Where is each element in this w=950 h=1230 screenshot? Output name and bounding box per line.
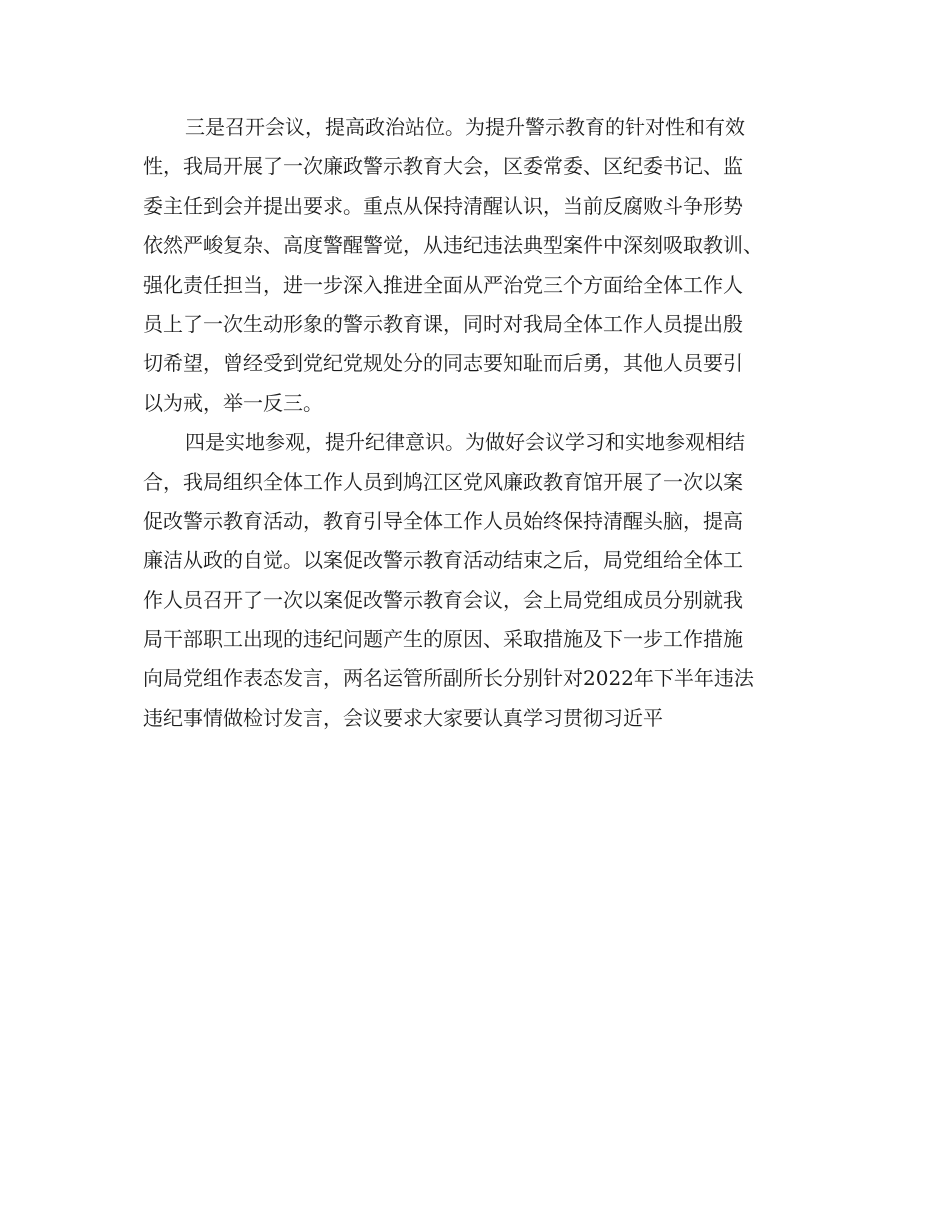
text-line: 依然严峻复杂、高度警醒警觉，从违纪违法典型案件中深刻吸取教训、 (143, 233, 763, 258)
text-line: 局干部职工出现的违纪问题产生的原因、采取措施及下一步工作措施 (143, 627, 743, 652)
text-line: 委主任到会并提出要求。重点从保持清醒认识，当前反腐败斗争形势 (143, 193, 743, 218)
text-line: 促改警示教育活动，教育引导全体工作人员始终保持清醒头脑，提高 (143, 508, 743, 533)
text-line: 性，我局开展了一次廉政警示教育大会，区委常委、区纪委书记、监 (143, 154, 743, 179)
text-line: 四是实地参观，提升纪律意识。为做好会议学习和实地参观相结 (185, 430, 745, 455)
text-line: 作人员召开了一次以案促改警示教育会议，会上局党组成员分别就我 (143, 587, 743, 612)
text-line: 三是召开会议，提高政治站位。为提升警示教育的针对性和有效 (185, 115, 745, 139)
text-line: 强化责任担当，进一步深入推进全面从严治党三个方面给全体工作人 (143, 272, 743, 297)
paragraph-site-visit (143, 423, 811, 738)
document-body (143, 108, 811, 738)
text-line: 廉洁从政的自觉。以案促改警示教育活动结束之后，局党组给全体工 (143, 548, 743, 573)
text-line: 以为戒，举一反三。 (143, 390, 323, 415)
text-line: 员上了一次生动形象的警示教育课，同时对我局全体工作人员提出殷 (143, 311, 743, 336)
text-line: 切希望，曾经受到党纪党规处分的同志要知耻而后勇，其他人员要引 (143, 351, 743, 376)
paragraph-meeting (143, 108, 811, 423)
text-line: 违纪事情做检讨发言，会议要求大家要认真学习贯彻习近平 (143, 705, 663, 730)
text-line: 向局党组作表态发言，两名运管所副所长分别针对2022年下半年违法 (143, 666, 754, 691)
text-line: 合，我局组织全体工作人员到鸠江区党风廉政教育馆开展了一次以案 (143, 469, 743, 494)
